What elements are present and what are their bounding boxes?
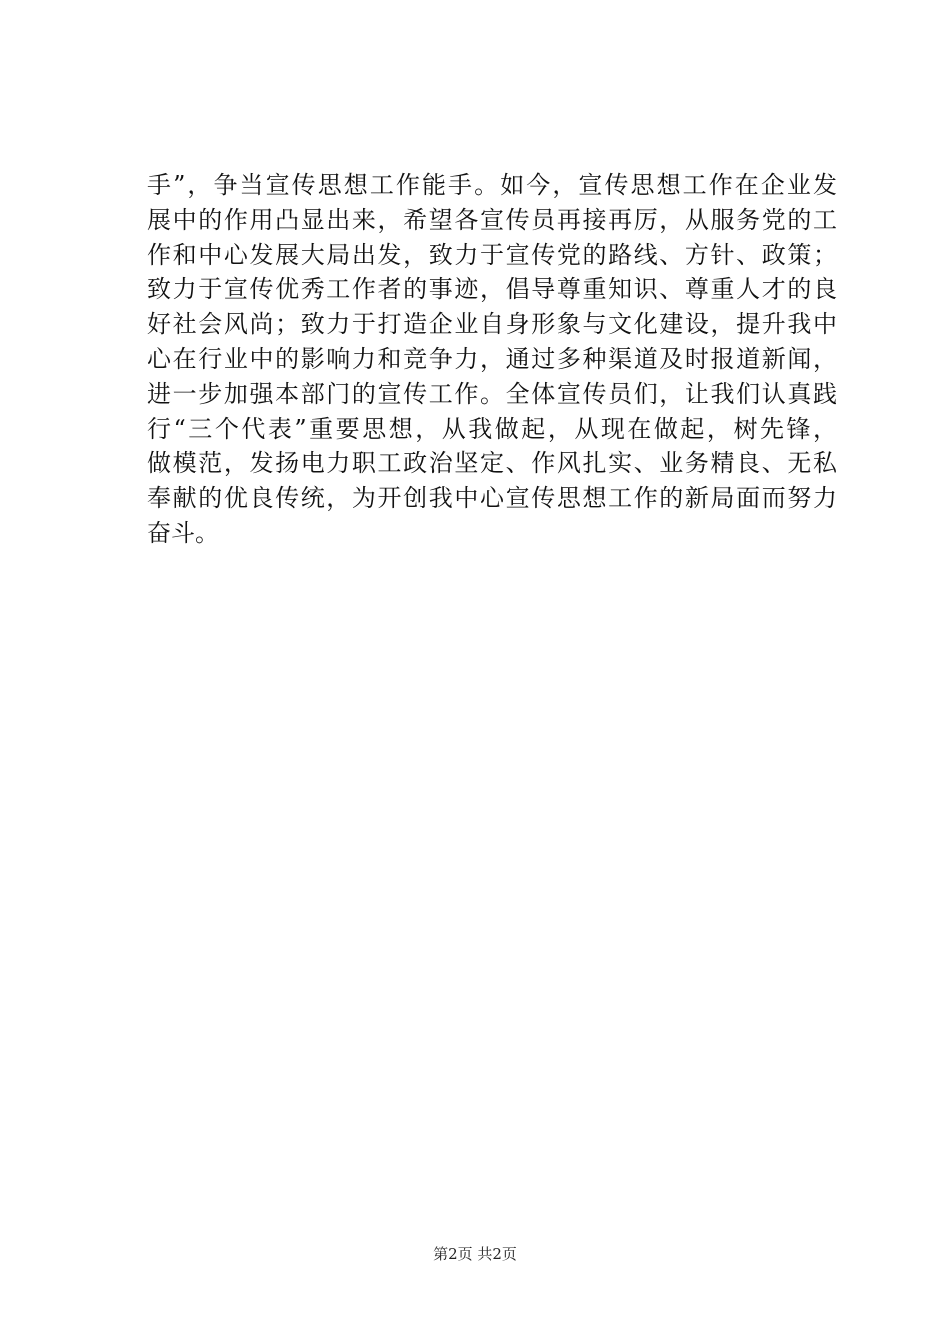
paragraph-line: 心在行业中的影响力和竞争力，通过多种渠道及时报道新闻，	[147, 344, 837, 373]
paragraph-line: 奉献的优良传统，为开创我中心宣传思想工作的新局面而努力	[147, 484, 837, 513]
paragraph-line: 致力于宣传优秀工作者的事迹，倡导尊重知识、尊重人才的良	[147, 275, 837, 304]
paragraph-line: 作和中心发展大局出发，致力于宣传党的路线、方针、政策；	[147, 240, 837, 269]
body-paragraph	[147, 168, 837, 551]
page-footer: 第2页 共2页	[433, 1245, 517, 1263]
paragraph-line: 行“三个代表”重要思想，从我做起，从现在做起，树先锋，	[147, 414, 837, 443]
paragraph-line: 展中的作用凸显出来，希望各宣传员再接再厉，从服务党的工	[147, 205, 837, 234]
paragraph-line: 手”，争当宣传思想工作能手。如今，宣传思想工作在企业发	[147, 171, 837, 199]
paragraph-line: 奋斗。	[147, 518, 219, 547]
paragraph-line: 好社会风尚；致力于打造企业自身形象与文化建设，提升我中	[147, 310, 837, 339]
paragraph-line: 进一步加强本部门的宣传工作。全体宣传员们，让我们认真践	[147, 379, 837, 408]
paragraph-line: 做模范，发扬电力职工政治坚定、作风扎实、业务精良、无私	[147, 449, 837, 478]
